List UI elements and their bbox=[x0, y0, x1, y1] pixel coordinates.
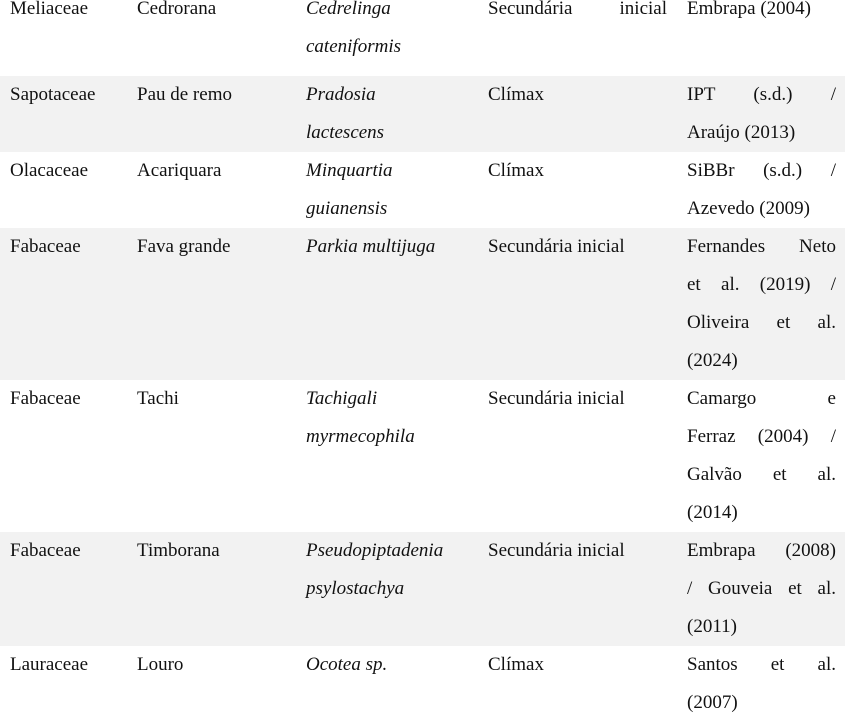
common-name-cell: Tachi bbox=[137, 388, 179, 409]
species-cell: Pradosia lactescens bbox=[296, 76, 478, 152]
reference-cell: Embrapa (2008) / Gouveia et al. (2011) bbox=[677, 532, 845, 646]
table-row bbox=[0, 532, 845, 646]
succession-group-cell: Secundária inicial bbox=[488, 388, 625, 409]
species-cell: Tachigali myrmecophila bbox=[306, 388, 415, 447]
species-cell: Parkia multijuga bbox=[296, 228, 478, 380]
table-row bbox=[0, 646, 845, 722]
reference-cell: Santos et al. (2007) bbox=[687, 654, 836, 713]
common-name-cell: Fava grande bbox=[127, 228, 296, 380]
table-row bbox=[0, 380, 845, 532]
common-name-cell: Louro bbox=[137, 654, 184, 675]
family-cell: Sapotaceae bbox=[0, 76, 127, 152]
succession-group-cell: Clímax bbox=[488, 654, 544, 675]
species-cell: Cedrelinga cateniformis bbox=[306, 0, 401, 57]
family-cell: Olacaceae bbox=[10, 160, 89, 181]
common-name-cell: Cedrorana bbox=[137, 0, 217, 19]
succession-group-cell: Secundária inicial bbox=[488, 0, 667, 19]
family-cell: Lauraceae bbox=[10, 654, 89, 675]
reference-cell: IPT (s.d.) / Araújo (2013) bbox=[677, 76, 845, 152]
family-cell: Fabaceae bbox=[0, 532, 127, 646]
reference-cell: Embrapa (2004) bbox=[687, 0, 811, 19]
family-cell: Fabaceae bbox=[0, 228, 127, 380]
species-cell: Ocotea sp. bbox=[306, 654, 388, 675]
succession-group-cell: Clímax bbox=[488, 160, 544, 181]
reference-cell: Camargo e Ferraz (2004) / Galvão et al. (2014) bbox=[687, 388, 836, 523]
succession-group-cell: Clímax bbox=[478, 76, 677, 152]
common-name-cell: Acariquara bbox=[137, 160, 222, 181]
common-name-cell: Timborana bbox=[127, 532, 296, 646]
succession-group-cell: Secundária inicial bbox=[478, 228, 677, 380]
family-cell: Meliaceae bbox=[10, 0, 89, 19]
reference-cell: Fernandes Neto et al. (2019) / Oliveira et al. (2024) bbox=[677, 228, 845, 380]
common-name-cell: Pau de remo bbox=[127, 76, 296, 152]
species-cell: Minquartia guianensis bbox=[306, 160, 393, 219]
species-cell: Pseudopiptadenia psylostachya bbox=[296, 532, 478, 646]
reference-cell: SiBBr (s.d.) / Azevedo (2009) bbox=[687, 160, 836, 219]
family-cell: Fabaceae bbox=[10, 388, 81, 409]
table-row bbox=[0, 76, 845, 152]
succession-group-cell: Secundária inicial bbox=[478, 532, 677, 646]
table-row bbox=[0, 152, 845, 228]
table-row bbox=[0, 228, 845, 380]
table-row bbox=[0, 0, 845, 76]
